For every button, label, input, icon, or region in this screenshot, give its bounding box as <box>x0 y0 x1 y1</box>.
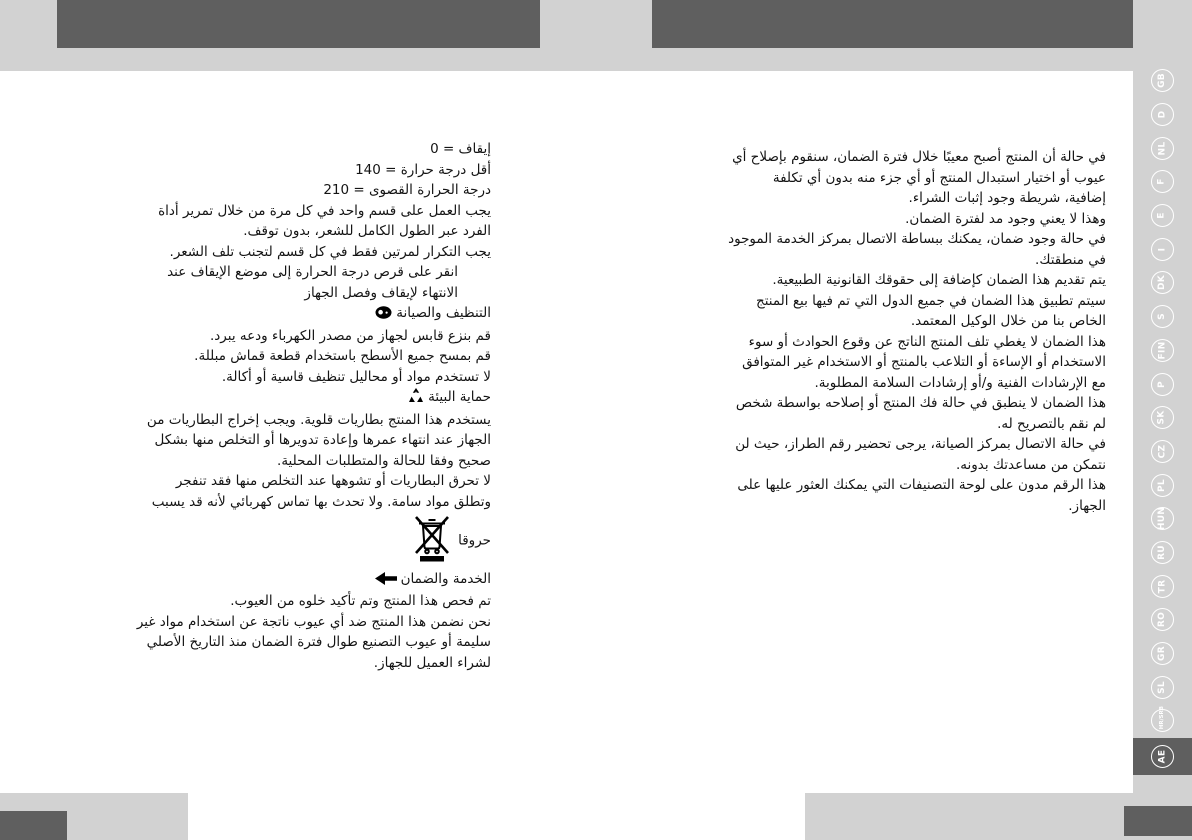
language-code: SK <box>1157 410 1167 425</box>
eye-icon <box>375 305 392 326</box>
cleaning-instruction-line: قم بنزع قابس لجهاز من مصدر الكهرباء ودعه يبرد. <box>210 327 491 344</box>
left-text-column <box>135 139 491 673</box>
language-code: PL <box>1157 478 1167 492</box>
service-section-title: الخدمة والضمان <box>400 570 491 587</box>
language-code: SL <box>1156 680 1167 694</box>
language-circle-icon <box>1151 305 1174 328</box>
language-code: CZ <box>1156 444 1167 459</box>
language-code: I <box>1157 247 1167 252</box>
recycle-icon <box>408 388 424 410</box>
language-circle-icon <box>1151 238 1174 261</box>
language-badge <box>1133 232 1192 266</box>
language-circle-icon <box>1151 745 1174 768</box>
warranty-paragraph: وهذا لا يعني وجود مد لفترة الضمان. <box>905 210 1106 227</box>
language-circle-icon <box>1151 440 1174 463</box>
language-badge <box>1133 367 1192 401</box>
language-badge <box>1133 300 1192 334</box>
usage-work-line: يجب العمل على قسم واحد في كل مرة من خلال تمرير أداة الفرد عبر الطول الكامل للشعر، بدون توقف. <box>158 202 491 239</box>
right-text-column <box>728 147 1106 516</box>
language-circle-icon <box>1151 103 1174 126</box>
language-code: HUN <box>1157 507 1167 531</box>
header-bar-left <box>57 0 540 48</box>
cleaning-section-title: التنظيف والصيانة <box>396 305 491 321</box>
language-code: NL <box>1157 141 1167 156</box>
bottom-bar-left <box>0 811 67 840</box>
language-code: E <box>1156 212 1167 219</box>
language-code: D <box>1157 110 1167 119</box>
language-code: FIN <box>1157 341 1167 360</box>
language-circle-icon <box>1151 608 1174 631</box>
language-circle-icon <box>1151 204 1174 227</box>
warranty-paragraph: سيتم تطبيق هذا الضمان في جميع الدول التي تم فيها بيع المنتج الخاص بنا من خلال الوكيل المعتمد. <box>756 292 1106 329</box>
language-circle-icon <box>1151 339 1174 362</box>
language-badge <box>1133 435 1192 469</box>
language-badge <box>1133 502 1192 536</box>
language-code: GB <box>1156 73 1167 89</box>
usage-repeat-line: يجب التكرار لمرتين فقط في كل قسم لتجنب تلف الشعر. <box>169 243 491 260</box>
language-badge <box>1133 266 1192 300</box>
language-badge <box>1133 738 1192 775</box>
language-code: RO <box>1157 612 1167 628</box>
usage-turnoff-line: انقر على قرص درجة الحرارة إلى موضع الإيقاف عند الانتهاء لإيقاف وفصل الجهاز <box>167 264 458 301</box>
language-code: HR/SRB <box>1158 706 1165 730</box>
warranty-paragraph: هذا الضمان لا ينطبق في حالة فك المنتج أو إصلاحه بواسطة شخص لم نقم بالتصريح له. <box>735 395 1106 432</box>
language-badge <box>1133 704 1192 738</box>
language-circle-icon <box>1151 541 1174 564</box>
arrow-left-icon <box>375 571 397 592</box>
language-circle-icon <box>1151 507 1174 530</box>
service-checked-paragraph: تم فحص هذا المنتج وتم تأكيد خلوه من العيوب. <box>230 593 491 609</box>
language-circle-icon <box>1151 137 1174 160</box>
environment-section-heading <box>135 387 491 410</box>
language-badge <box>1133 603 1192 637</box>
language-badge <box>1133 468 1192 502</box>
language-badge <box>1133 165 1192 199</box>
language-circle-icon <box>1151 575 1174 598</box>
environment-burn-text: لا تحرق البطاريات أو تشوهها عند التخلص منها فقد تنفجر وتطلق مواد سامة. ولا تحدث بها تماس كهربائي لأنه قد يسبب حروقا <box>151 473 491 549</box>
language-circle-icon <box>1151 676 1174 699</box>
language-circle-icon <box>1151 170 1174 193</box>
language-code: P <box>1157 380 1167 388</box>
warranty-paragraph: هذا الضمان لا يغطي تلف المنتج الناتج عن وقوع الحوادث أو سوء الاستخدام أو الإساءة أو التلاعب بالمنتج أو الاستخدام غير المتوافق مع الإرشادات الفنية و/أو إرشادات السلامة المطلوبة. <box>742 333 1106 391</box>
language-badge <box>1133 64 1192 98</box>
environment-batteries-paragraph: يستخدم هذا المنتج بطاريات قلوية. ويجب إخراج البطاريات من الجهاز عند انتهاء عمرها وإعادة تدويرها أو التخلص منها بشكل صحيح وفقا للحالة والمتطلبات المحلية. <box>146 411 491 469</box>
environment-section-title: حماية البيئة <box>428 389 491 405</box>
language-badge <box>1133 199 1192 233</box>
language-badge <box>1133 569 1192 603</box>
service-section-heading <box>135 569 491 592</box>
warranty-paragraph: يتم تقديم هذا الضمان كإضافة إلى حقوقك القانونية الطبيعية. <box>772 272 1106 288</box>
cleaning-instruction-line: لا تستخدم مواد أو محاليل تنظيف قاسية أو أكالة. <box>221 368 491 385</box>
language-circle-icon <box>1151 271 1174 294</box>
language-badge <box>1133 98 1192 132</box>
header-bar-right <box>652 0 1133 48</box>
language-code: DK <box>1156 275 1167 291</box>
language-circle-icon <box>1151 474 1174 497</box>
language-badge <box>1133 637 1192 671</box>
language-code: RU <box>1157 545 1167 560</box>
language-badge <box>1133 334 1192 368</box>
language-badge <box>1133 401 1192 435</box>
service-guarantee-paragraph: نحن نضمن هذا المنتج ضد أي عيوب ناتجة عن استخدام مواد غير سليمة أو عيوب التصنيع طوال فترة الضمان منذ التاريخ الأصلي لشراء العميل للجهاز. <box>136 613 491 671</box>
language-badge <box>1133 536 1192 570</box>
language-code: GR <box>1156 646 1167 661</box>
language-code: TR <box>1156 579 1167 593</box>
cleaning-instruction-line: قم بمسح جميع الأسطح باستخدام قطعة قماش مبللة. <box>194 348 491 364</box>
language-badge <box>1133 670 1192 704</box>
language-circle-icon <box>1151 69 1174 92</box>
environment-burn-paragraph <box>135 471 491 569</box>
warranty-paragraph: في حالة الاتصال بمركز الصيانة، يرجى تحضير رقم الطراز، حيث لن نتمكن من مساعدتك بدونه. <box>735 436 1106 473</box>
temp-setting-stop: 0 = إيقاف <box>430 141 491 157</box>
temp-setting-max: 210 = درجة الحرارة القصوى <box>323 182 491 198</box>
language-circle-icon <box>1151 406 1174 429</box>
temp-setting-min: 140 = أقل درجة حرارة <box>355 161 491 178</box>
language-badge <box>1133 131 1192 165</box>
cleaning-instructions <box>135 326 491 388</box>
warranty-paragraph: في حالة وجود ضمان، يمكنك ببساطة الاتصال بمركز الخدمة الموجود في منطقتك. <box>728 231 1106 268</box>
cleaning-section-heading <box>135 303 491 326</box>
language-circle-icon <box>1151 642 1174 665</box>
bottom-bar-right <box>1124 806 1192 836</box>
language-circle-icon <box>1151 373 1174 396</box>
language-strip <box>1133 0 1192 794</box>
language-list <box>1133 64 1192 775</box>
warranty-paragraph: في حالة أن المنتج أصبح معيبًا خلال فترة الضمان، سنقوم بإصلاح أي عيوب أو اختيار استبدال المنتج أو أي جزء منه بدون أي تكلفة إضافية، شريطة وجود إثبات الشراء. <box>732 149 1106 206</box>
language-code: F <box>1156 178 1167 186</box>
language-circle-icon <box>1151 706 1174 732</box>
warranty-paragraph: هذا الرقم مدون على لوحة التصنيفات التي يمكنك العثور عليها على الجهاز. <box>737 477 1106 514</box>
weee-crossed-bin-icon <box>414 512 450 569</box>
language-code: S <box>1156 313 1167 321</box>
language-code: AE <box>1157 749 1167 764</box>
